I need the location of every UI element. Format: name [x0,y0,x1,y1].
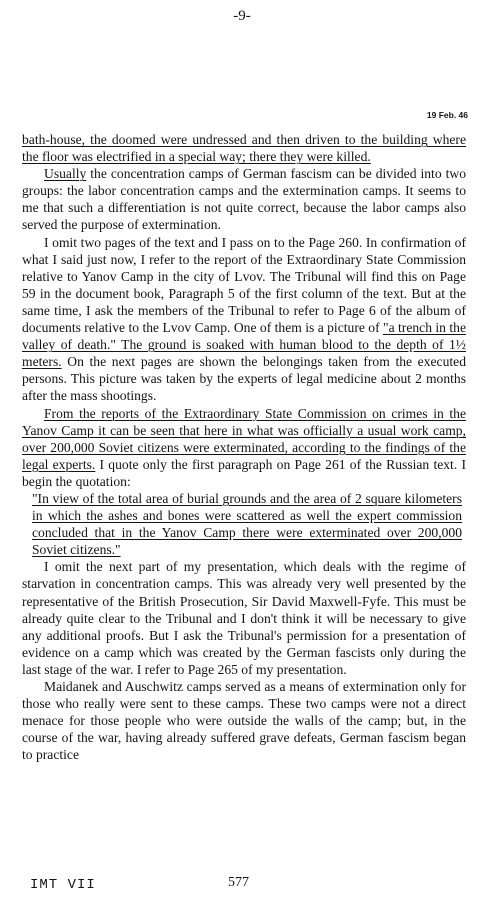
text-run: the concentration camps of German fascism can be divided into two groups: the labor concentration camps and the extermination camps. It seems to me that such a differentiation is not quite correct, because the labor camps also served the purpose of extermination. [22,166,466,233]
page-number: -9- [233,8,251,24]
text-run: I omit the next part of my presentation, which deals with the regime of starvation in concentration camps. This was already very well presented by the representative of the British Prosecution, Sir David Maxwell-Fyfe. This must be already quite clear to the Tribunal and I don't think it will be necessary to give any additional proofs. But I ask the Tribunal's permission for a presentation of evidence on a camp which was created by the German fascists only during the last stage of the war. I refer to Page 265 of my presentation. [22,559,466,677]
underlined-text: "In view of the total area of burial grounds and the area of 2 square kilometers in which the ashes and bones were scattered as well the expert commission concluded that in the Yanov Camp there were exterminated over 200,000 Soviet citizens." [32,490,462,558]
footer-volume: IMT VII [30,877,96,893]
block-quote [22,490,466,558]
underlined-text: Usually [44,166,87,182]
paragraph [22,234,466,405]
underlined-text: "a trench in the valley of death." The ground is soaked with human blood to the depth of 1½ meters. [22,320,466,370]
underlined-text: From the reports of the Extraordinary State Commission on crimes in the Yanov Camp it can be seen that here in what was officially a usual work camp, over 200,000 Soviet citizens were exterminated, according to the findings of the legal experts. [22,405,466,472]
date-stamp: 19 Feb. 46 [426,110,468,120]
text-run: I quote only the first paragraph on Page 261 of the Russian text. I begin the quotation: [22,456,466,489]
body-text [22,131,466,763]
underlined-text: bath-house, the doomed were undressed and then driven to the building where the floor was electrified in a special way; there they were killed. [22,132,466,165]
paragraph [22,678,466,763]
text-run: I omit two pages of the text and I pass on to the Page 260. In confirmation of what I said just now, I refer to the report of the Extraordinary State Commission relative to Yanov Camp in the city of Lvov. The Tribunal will find this on Page 59 in the document book, Paragraph 5 of the first column of the text. But at the same time, I ask the members of the Tribunal to refer to Page 6 of the album of documents relative to the Lvov Camp. One of them is a picture of [22,234,466,336]
text-run: On the next pages are shown the belongings taken from the executed persons. This picture was taken by the experts of legal medicine about 2 months after the mass shootings. [22,354,466,404]
paragraph [22,558,466,678]
paragraph [22,165,466,233]
footer-page-number: 577 [228,875,249,890]
paragraph [22,405,466,490]
paragraph [22,131,466,165]
text-run: Maidanek and Auschwitz camps served as a means of extermination only for those who really were sent to these camps. These two camps were not a direct menace for those people who were outside the walls of the camp; but, in the course of the war, having already suffered grave defeats, German fascism began to practice [22,679,466,763]
